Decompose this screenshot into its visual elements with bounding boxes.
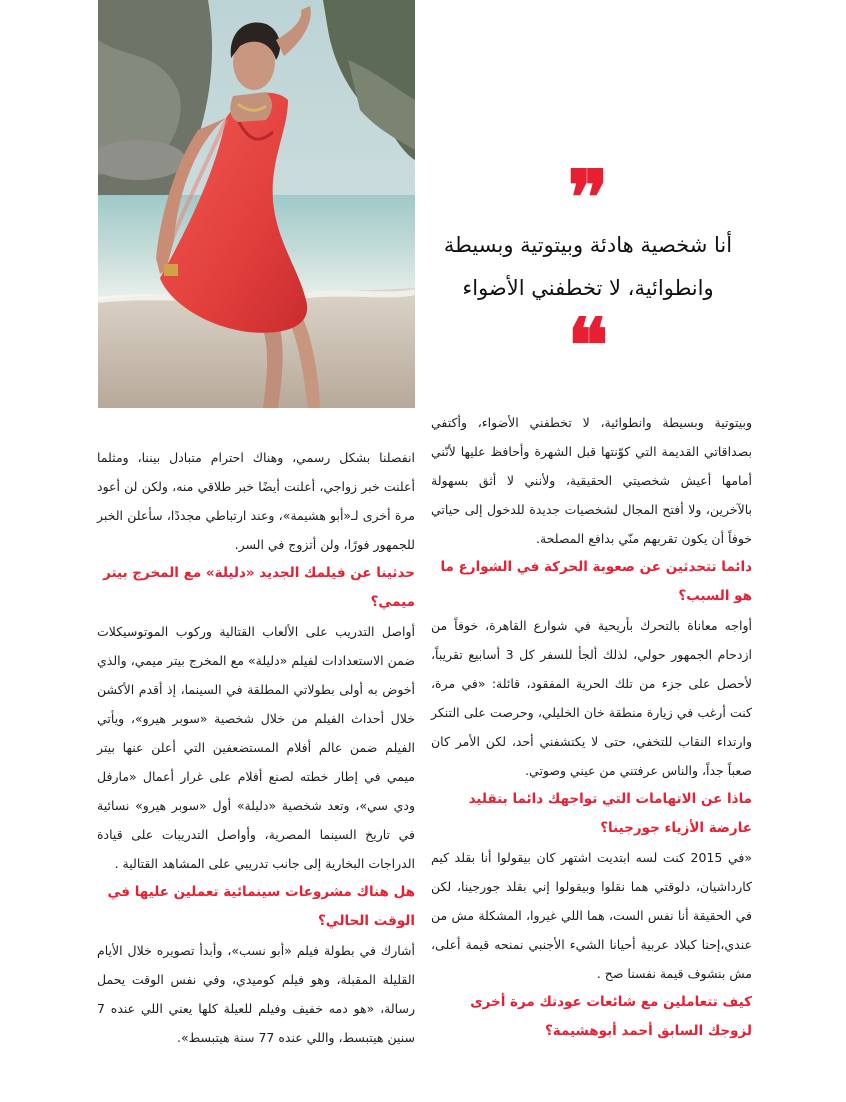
question-heading: حدثينا عن فيلمك الجديد «دليلة» مع المخرج بيتر ميمي؟ [103, 565, 415, 610]
question-heading: دائما تتحدثين عن صعوبة الحركة في الشوارع ما هو السبب؟ [440, 559, 752, 604]
paragraph: انفصلنا بشكل رسمي، وهناك احترام متبادل بيننا، ومثلما أعلنت خبر زواجي، أعلنت أيضًا خبر طلاقي منه، ولكن لن أعود مرة أخرى لـ«أبو هشيمة»، وعند ارتباطي مجددًا، سأعلن الخبر للجمهور فورًا، ولن أتزوج في السر. [97, 450, 415, 552]
question-heading: هل هناك مشروعات سينمائية تعملين عليها في الوقت الحالي؟ [107, 884, 415, 929]
paragraph: وبيتوتية وبسيطة وانطوائية، لا تخطفني الأضواء، وأكتفي بصداقاتي القديمة التي كوّنتها قبل الشهرة وأحافظ عليها لأنّني أمامها أعيش شخصيتي الحقيقية، ولأنني لا أثق بسهولة بالآخرين، ولا أفتح المجال لشخصيات جديدة للدخول إلى حياتي خوفاً أن يكون تقربهم منّي بدافع المصلحة. [431, 415, 752, 546]
close-quote-icon: ❝ [567, 316, 609, 368]
pull-quote-text: أنا شخصية هادئة وبيتوتية وبسيطة وانطوائية، لا تخطفني الأضواء [443, 233, 733, 300]
open-quote-icon: ❞ [567, 168, 609, 220]
paragraph: «في 2015 كنت لسه ابتديت اشتهر كان بيقولوا أنا بقلد كيم كارداشيان، دلوقتي هما نقلوا وبيقولوا إني بقلد جورجينا، لكن في الحقيقة أنا نفس الست، هما اللي غيروا، المشكلة مش من عندي،إحنا كبلاد عربية أحيانا الشيء الأجنبي نمنحه قيمة أعلى، مش بنشوف قيمة نفسنا صح . [431, 850, 752, 981]
beach-photo-illustration [98, 0, 415, 408]
question-heading: كيف تتعاملين مع شائعات عودتك مرة أخرى لزوجك السابق أحمد أبوهشيمة؟ [470, 994, 752, 1039]
article-column-right [431, 408, 752, 1046]
hero-photo [98, 0, 415, 408]
question-heading: ماذا عن الاتهامات التي تواجهك دائما بتقليد عارضة الأزياء جورجينا؟ [468, 791, 752, 836]
paragraph: أواصل التدريب على الألعاب القتالية وركوب الموتوسيكلات ضمن الاستعدادات لفيلم «دليلة» مع المخرج بيتر ميمي، والذي أخوض به أولى بطولاتي المطلقة في السينما، إذ أقدم الأكشن خلال أحداث الفيلم من خلال شخصية «سوبر هيرو»، ويأتي الفيلم ضمن عالم أفلام المستضعفين التي أعلن عنها بيتر ميمي في إطار خطته لصنع أفلام على غرار أعمال «مارفل ودي سي»، وتعد شخصية «دليلة» أول «سوبر هيرو» نسائية في تاريخ السينما المصرية، وأواصل التدريبات على قيادة الدراجات البخارية إلى جانب تدريبي على المشاهد القتالية . [97, 624, 415, 871]
pull-quote [425, 168, 751, 368]
article-column-left [97, 443, 415, 1052]
paragraph: أشارك في بطولة فيلم «أبو نسب»، وأبدأ تصويره خلال الأيام القليلة المقبلة، وهو فيلم كوميدي، وفي نفس الوقت يحمل رسالة، «هو دمه خفيف وفيلم للعيلة كلها يعني اللي عنده 7 سنين هيتبسط، واللي عنده 77 سنة هيتبسط». [97, 943, 415, 1045]
paragraph: أواجه معاناة بالتحرك بأريحية في شوارع القاهرة، خوفاً من ازدحام الجمهور حولي، لذلك ألجأ للسفر كل 3 أسابيع تقريباً، لأحصل على جزء من تلك الحرية المفقود، قائلة: «في مرة، كنت أرغب في زيارة منطقة خان الخليلي، وحرصت على التنكر وارتداء النقاب للتخفي، حتى لا يكتشفني أحد، لكن الأمر كان صعباً جداً، والناس عرفتني من عيني وصوتي. [431, 618, 752, 778]
